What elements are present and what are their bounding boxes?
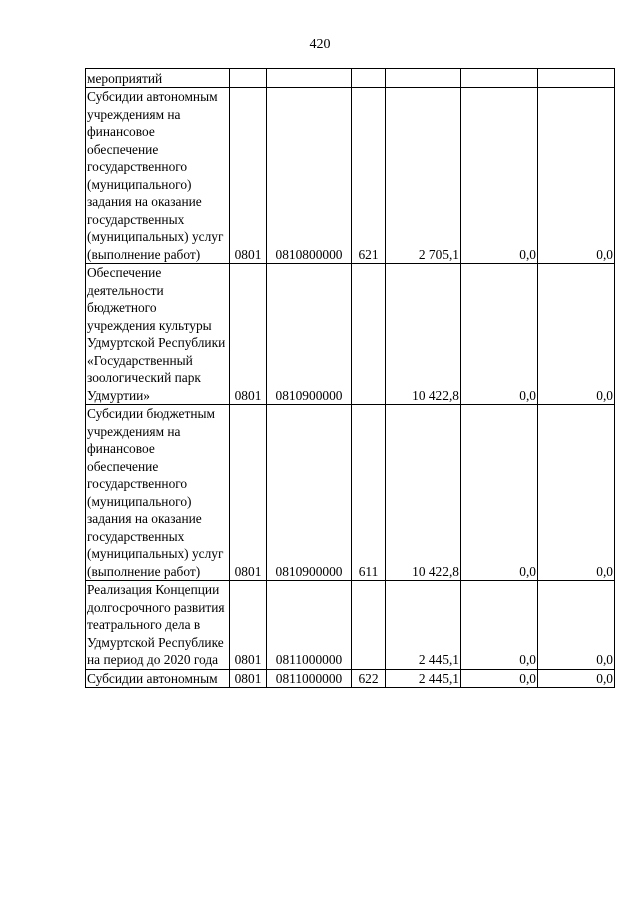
target-code [267, 69, 352, 88]
amount-year-3: 0,0 [538, 405, 615, 581]
amount-year-1: 2 445,1 [386, 669, 461, 688]
table-row [86, 69, 615, 88]
row-name: Реализация Концепции долгосрочного развития театрального дела в Удмуртской Республике на период до 2020 года [86, 581, 230, 670]
amount-year-3: 0,0 [538, 581, 615, 670]
amount-year-2: 0,0 [461, 405, 538, 581]
amount-year-2: 0,0 [461, 669, 538, 688]
row-name: Субсидии автономным учреждениям на финансовое обеспечение государственного (муниципального) задания на оказание государственных (муниципальных) услуг (выполнение работ) [86, 88, 230, 264]
section-code: 0801 [230, 405, 267, 581]
amount-year-2: 0,0 [461, 88, 538, 264]
section-code: 0801 [230, 669, 267, 688]
table-row [86, 669, 615, 688]
row-name: Обеспечение деятельности бюджетного учреждения культуры Удмуртской Республики «Государственный зоологический парк Удмуртии» [86, 264, 230, 405]
amount-year-2 [461, 69, 538, 88]
amount-year-2: 0,0 [461, 264, 538, 405]
table-row [86, 88, 615, 264]
amount-year-1: 10 422,8 [386, 264, 461, 405]
target-code: 0810800000 [267, 88, 352, 264]
amount-year-3: 0,0 [538, 88, 615, 264]
amount-year-3 [538, 69, 615, 88]
target-code: 0810900000 [267, 264, 352, 405]
section-code [230, 69, 267, 88]
amount-year-2: 0,0 [461, 581, 538, 670]
row-name: мероприятий [86, 69, 230, 88]
amount-year-1: 2 705,1 [386, 88, 461, 264]
expense-type-code [352, 264, 386, 405]
budget-table [85, 68, 615, 688]
section-code: 0801 [230, 88, 267, 264]
expense-type-code [352, 581, 386, 670]
expense-type-code: 611 [352, 405, 386, 581]
expense-type-code [352, 69, 386, 88]
amount-year-3: 0,0 [538, 669, 615, 688]
expense-type-code: 621 [352, 88, 386, 264]
row-name: Субсидии бюджетным учреждениям на финансовое обеспечение государственного (муниципального) задания на оказание государственных (муниципальных) услуг (выполнение работ) [86, 405, 230, 581]
target-code: 0811000000 [267, 581, 352, 670]
expense-type-code: 622 [352, 669, 386, 688]
table-row [86, 405, 615, 581]
amount-year-1: 2 445,1 [386, 581, 461, 670]
section-code: 0801 [230, 264, 267, 405]
target-code: 0810900000 [267, 405, 352, 581]
row-name: Субсидии автономным [86, 669, 230, 688]
page-number: 420 [309, 37, 331, 52]
table-row [86, 581, 615, 670]
target-code: 0811000000 [267, 669, 352, 688]
amount-year-3: 0,0 [538, 264, 615, 405]
amount-year-1: 10 422,8 [386, 405, 461, 581]
section-code: 0801 [230, 581, 267, 670]
table-row [86, 264, 615, 405]
amount-year-1 [386, 69, 461, 88]
